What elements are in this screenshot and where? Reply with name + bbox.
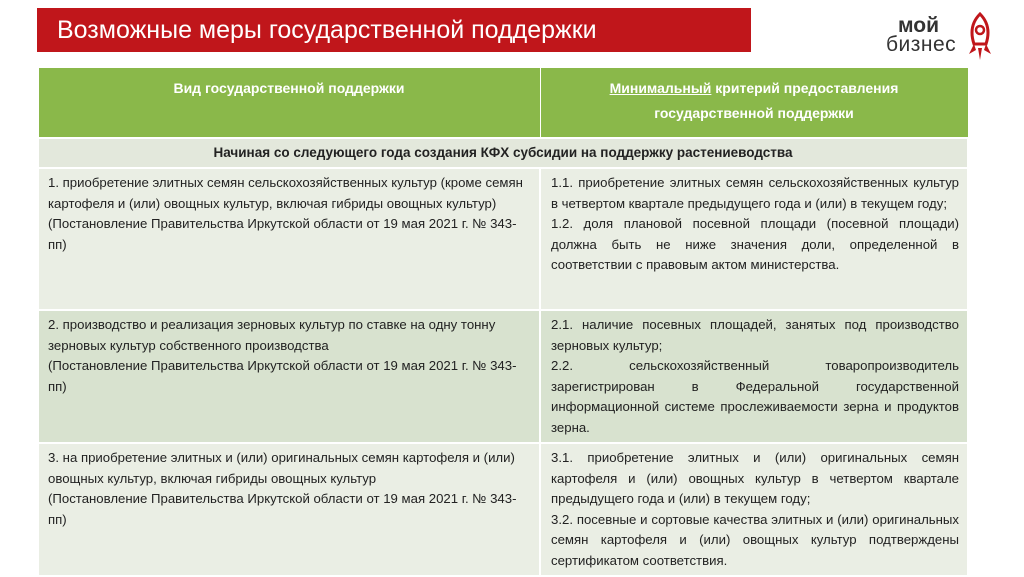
support-type-cell: 1. приобретение элитных семян сельскохозяйственных культур (кроме семян картофеля и (или) овощных культур, включая гибриды овощных культур) (Постановление Правительства Иркутской области от 19 мая 2021 г. № 343-пп): [38, 168, 540, 310]
page-title: Возможные меры государственной поддержки: [57, 15, 597, 44]
table-subheader-row: [38, 138, 968, 168]
criteria-cell: 1.1. приобретение элитных семян сельскохозяйственных культур в четвертом квартале предыдущего года и (или) в текущем году; 1.2. доля плановой посевной площади (посевной площади) должна быть не ниже значения доли, определенной в соответствии с правовым актом министерства.: [540, 168, 968, 310]
table-row: [38, 310, 968, 443]
header-support-type: Вид государственной поддержки: [38, 68, 540, 139]
table-header-row: [38, 68, 968, 139]
subheader-cell: Начиная со следующего года создания КФХ субсидии на поддержку растениеводства: [38, 138, 968, 168]
logo-text: [886, 16, 956, 54]
support-table: [37, 67, 969, 577]
table-row: [38, 168, 968, 310]
support-type-cell: 3. на приобретение элитных и (или) оригинальных семян картофеля и (или) овощных культур, включая гибриды овощных культур (Постановление Правительства Иркутской области от 19 мая 2021 г. № 343-пп): [38, 443, 540, 576]
table-row: [38, 443, 968, 576]
criteria-cell: 3.1. приобретение элитных и (или) оригинальных семян картофеля и (или) овощных культур в четвертом квартале предыдущего года и (или) в текущем году; 3.2. посевные и сортовые качества элитных и (или) оригинальных семян картофеля и (или) овощных культур подтверждены сертификатом соответствия.: [540, 443, 968, 576]
support-type-cell: 2. производство и реализация зерновых культур по ставке на одну тонну зерновых культур собственного производства (Постановление Правительства Иркутской области от 19 мая 2021 г. № 343-пп): [38, 310, 540, 443]
logo: [886, 6, 998, 64]
page-title-bar: [37, 8, 751, 52]
header-criteria-underlined: Минимальный: [609, 80, 712, 96]
header-criteria: [540, 68, 968, 139]
header-criteria-rest: критерий предоставления: [711, 80, 899, 96]
logo-line2: бизнес: [886, 33, 957, 56]
logo-line1: мой: [898, 14, 939, 37]
rocket-logo-icon: [966, 12, 994, 64]
header-criteria-line2: государственной поддержки: [654, 105, 854, 121]
criteria-cell: 2.1. наличие посевных площадей, занятых под производство зерновых культур; 2.2. сельскохозяйственный товаропроизводитель зарегистрирован в Федеральной государственной информационной системе прослеживаемости зерна и продуктов зерна.: [540, 310, 968, 443]
